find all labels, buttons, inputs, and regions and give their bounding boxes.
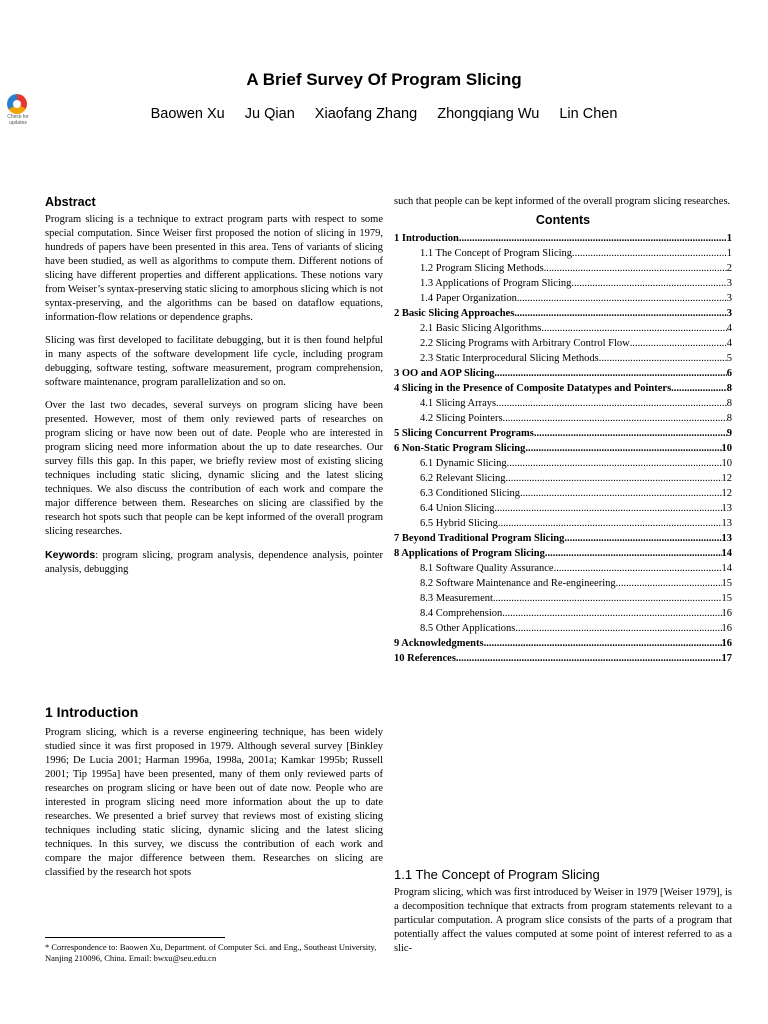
toc-entry-page: 16 <box>721 623 732 634</box>
toc-entry[interactable] <box>394 261 732 276</box>
toc-entry-page: 3 <box>726 278 732 289</box>
toc-leader <box>616 576 722 591</box>
abstract-paragraph: Program slicing is a technique to extract program parts with respect to some special computation. Since Weiser first proposed the notion of slicing in 1979, hundreds of papers have been presented in this area. Tens of variants of slicing have been studied, as well as algorithms to compute them. Different notions of slicing have different properties and different applications. These notions vary from Weiser’s syntax-preserving static slicing to amorphous slicing which is not syntax-preserving, and the algorithms can be based on dataflow equations, information-flow relations or dependence graphs. <box>45 214 383 323</box>
toc-leader <box>515 621 721 636</box>
toc-entry-label: 4 Slicing in the Presence of Composite Datatypes and Pointers <box>394 383 672 394</box>
toc-entry-label: 2.1 Basic Slicing Algorithms <box>420 323 542 334</box>
toc-entry-label: 8.2 Software Maintenance and Re-engineering <box>420 578 616 589</box>
toc-leader <box>514 306 726 321</box>
toc-entry-label: 1.2 Program Slicing Methods <box>420 263 544 274</box>
toc-entry[interactable] <box>394 471 732 486</box>
toc-leader <box>525 441 721 456</box>
toc-leader <box>599 351 727 366</box>
toc-entry[interactable] <box>394 276 732 291</box>
toc-leader <box>517 291 727 306</box>
toc-entry-page: 4 <box>726 323 732 334</box>
toc-entry-page: 16 <box>721 638 732 649</box>
toc-entry-page: 8 <box>726 398 732 409</box>
toc-entry[interactable] <box>394 531 732 546</box>
toc-entry-label: 2.3 Static Interprocedural Slicing Methods <box>420 353 599 364</box>
toc-entry[interactable] <box>394 321 732 336</box>
toc-entry-page: 14 <box>721 548 732 559</box>
author: Lin Chen <box>559 106 618 122</box>
toc-leader <box>554 561 722 576</box>
toc-entry[interactable] <box>394 486 732 501</box>
toc-entry-label: 8.4 Comprehension <box>420 608 503 619</box>
toc-entry-label: 6.2 Relevant Slicing <box>420 473 506 484</box>
abstract-paragraph: Slicing was first developed to facilitate debugging, but it is then found helpful in many aspects of the software development life cycle, including program debugging, software testing, software measurement, program comprehension, software maintenance, program parallelization and so on. <box>45 335 383 388</box>
contents-heading: Contents <box>535 213 591 227</box>
author: Zhongqiang Wu <box>437 106 540 122</box>
toc-entry-label: 10 References <box>394 653 456 664</box>
toc-entry-page: 12 <box>721 488 732 499</box>
intro-paragraph: Program slicing, which is a reverse engineering technique, has been widely studied since it was first proposed in 1979. Although several survey [Binkley 1996; De Lucia 2001; Harman 1996a, 1998a, 2001a; Kamkar 1995b; Russell 2001; Tip 1995a] have been presented, many of them only reviewed parts of researches on program slicing or have been out of date now. People who are interested in program slicing need more information about the up to date researches. We presented a brief survey that reviews most of existing slicing techniques including static slicing, dynamic slicing and the latest slicing techniques. In this survey, we discuss the contribution of each work and compare the major difference between them. Researches on slicing are classified by the research hot spots <box>45 727 383 878</box>
toc-entry[interactable] <box>394 651 732 666</box>
toc-leader <box>494 366 726 381</box>
toc-entry[interactable] <box>394 396 732 411</box>
toc-leader <box>496 396 727 411</box>
toc-entry-page: 8 <box>726 413 732 424</box>
toc-leader <box>545 546 722 561</box>
continued-paragraph: such that people can be kept informed of the overall program slicing researches. <box>394 196 731 207</box>
toc-entry-label: 8.5 Other Applications <box>420 623 516 634</box>
toc-entry-page: 16 <box>721 608 732 619</box>
toc-entry-label: 9 Acknowledgments <box>394 638 484 649</box>
toc-entry-page: 10 <box>721 458 732 469</box>
toc-leader <box>456 651 722 666</box>
toc-entry-label: 1.4 Paper Organization <box>420 293 517 304</box>
toc-entry[interactable] <box>394 246 732 261</box>
paper-title: A Brief Survey Of Program Slicing <box>246 70 522 89</box>
toc-entry[interactable] <box>394 636 732 651</box>
toc-leader <box>541 321 726 336</box>
toc-entry-page: 10 <box>721 443 732 454</box>
toc-leader <box>630 336 727 351</box>
toc-entry-label: 6.3 Conditioned Slicing <box>420 488 521 499</box>
toc-entry[interactable] <box>394 381 732 396</box>
footnote-rule <box>45 937 225 938</box>
right-column <box>394 195 732 666</box>
keywords-text: : program slicing, program analysis, dependence analysis, pointer analysis, debugging <box>45 550 383 575</box>
toc-entry-label: 8 Applications of Program Slicing <box>394 548 545 559</box>
toc-entry[interactable] <box>394 291 732 306</box>
toc-entry-label: 5 Slicing Concurrent Programs <box>394 428 534 439</box>
toc-entry[interactable] <box>394 591 732 606</box>
toc-entry-page: 8 <box>726 383 732 394</box>
subsection-paragraph: Program slicing, which was first introduced by Weiser in 1979 [Weiser 1979], is a decomposition technique that extracts from program statements relevant to a particular computation. A program slice consists of the parts of a program that potentially affect the values computed at some point of interest referred to as a slic- <box>394 887 732 954</box>
toc-entry[interactable] <box>394 426 732 441</box>
keywords <box>45 548 383 577</box>
toc-entry[interactable] <box>394 351 732 366</box>
keywords-label: Keywords <box>45 549 96 561</box>
toc-entry-page: 15 <box>721 578 732 589</box>
toc-entry-label: 6.4 Union Slicing <box>420 503 495 514</box>
toc-entry-label: 2 Basic Slicing Approaches <box>394 308 515 319</box>
toc-entry[interactable] <box>394 561 732 576</box>
toc-entry[interactable] <box>394 366 732 381</box>
toc-entry-label: 8.3 Measurement <box>420 593 493 604</box>
toc-leader <box>502 606 721 621</box>
toc-entry-label: 6.1 Dynamic Slicing <box>420 458 507 469</box>
toc-entry[interactable] <box>394 411 732 426</box>
toc-entry-page: 4 <box>726 338 732 349</box>
toc-leader <box>544 261 727 276</box>
author: Ju Qian <box>244 106 295 122</box>
toc-entry-label: 6.5 Hybrid Slicing <box>420 518 498 529</box>
toc-entry-label: 1.3 Applications of Program Slicing <box>420 278 572 289</box>
toc-entry-page: 2 <box>726 263 732 274</box>
toc-entry-label: 7 Beyond Traditional Program Slicing <box>394 533 565 544</box>
toc-entry-page: 9 <box>726 428 732 439</box>
toc-entry[interactable] <box>394 336 732 351</box>
toc-entry-label: 4.1 Slicing Arrays <box>420 398 497 409</box>
toc-leader <box>505 471 721 486</box>
toc-entry[interactable] <box>394 441 732 456</box>
footnote: * Correspondence to: Baowen Xu, Department. of Computer Sci. and Eng., Southeast University, Nanjing 210096, China. Email: bwxu@seu.edu.cn <box>45 942 377 963</box>
toc-entry-page: 14 <box>721 563 732 574</box>
abstract-heading: Abstract <box>45 195 96 209</box>
badge-label: Check for updates <box>7 114 29 126</box>
toc-entry[interactable] <box>394 501 732 516</box>
toc-entry-page: 15 <box>721 593 732 604</box>
author: Baowen Xu <box>150 106 225 122</box>
toc-leader <box>507 456 722 471</box>
toc-entry[interactable] <box>394 516 732 531</box>
subsection-heading: 1.1 The Concept of Program Slicing <box>394 867 600 882</box>
section-heading: 1 Introduction <box>45 704 139 720</box>
toc-entry[interactable] <box>394 576 732 591</box>
toc-leader <box>484 636 722 651</box>
toc-entry-label: 1 Introduction <box>394 233 459 244</box>
toc-leader <box>459 231 727 246</box>
toc-leader <box>571 276 726 291</box>
toc-entry-label: 2.2 Slicing Programs with Arbitrary Control Flow <box>420 338 630 349</box>
toc-entry-page: 5 <box>726 353 732 364</box>
toc-entry[interactable] <box>394 231 732 246</box>
author-list <box>0 106 768 122</box>
toc-entry-page: 3 <box>726 308 732 319</box>
toc-entry[interactable] <box>394 546 732 561</box>
table-of-contents <box>394 231 732 666</box>
toc-leader <box>498 516 722 531</box>
left-column <box>45 195 383 586</box>
toc-entry-page: 13 <box>721 518 732 529</box>
toc-entry-page: 3 <box>726 293 732 304</box>
toc-entry[interactable] <box>394 606 732 621</box>
toc-entry[interactable] <box>394 621 732 636</box>
toc-entry-page: 12 <box>721 473 732 484</box>
toc-entry-page: 1 <box>726 233 732 244</box>
toc-entry-label: 8.1 Software Quality Assurance <box>420 563 554 574</box>
toc-leader <box>503 411 727 426</box>
toc-entry-page: 13 <box>721 533 732 544</box>
toc-leader <box>520 486 721 501</box>
toc-leader <box>493 591 722 606</box>
author: Xiaofang Zhang <box>314 106 418 122</box>
toc-entry-page: 6 <box>726 368 732 379</box>
abstract-paragraph: Over the last two decades, several surveys on program slicing have been presented. However, most of them only reviewed parts of researches on program slicing or have now been out of date. People who are interested in program slicing need more information about the up to date researches. Our survey fills this gap. In this paper, we briefly review most of existing slicing techniques including static slicing, dynamic slicing and the latest slicing techniques. We also discuss the contribution of each work and compare the major difference between them. Researches on slicing are classified by the research hot spots such that people can be kept informed of the overall program slicing researches. <box>45 400 383 537</box>
toc-leader <box>534 426 727 441</box>
toc-entry[interactable] <box>394 456 732 471</box>
toc-leader <box>572 246 727 261</box>
toc-entry-label: 4.2 Slicing Pointers <box>420 413 503 424</box>
toc-entry-page: 17 <box>721 653 732 664</box>
toc-entry-page: 13 <box>721 503 732 514</box>
toc-entry-page: 1 <box>726 248 732 259</box>
toc-leader <box>671 381 727 396</box>
toc-leader <box>494 501 721 516</box>
toc-entry-label: 3 OO and AOP Slicing <box>394 368 495 379</box>
toc-entry[interactable] <box>394 306 732 321</box>
toc-entry-label: 6 Non-Static Program Slicing <box>394 443 526 454</box>
toc-entry-label: 1.1 The Concept of Program Slicing <box>420 248 573 259</box>
toc-leader <box>564 531 721 546</box>
